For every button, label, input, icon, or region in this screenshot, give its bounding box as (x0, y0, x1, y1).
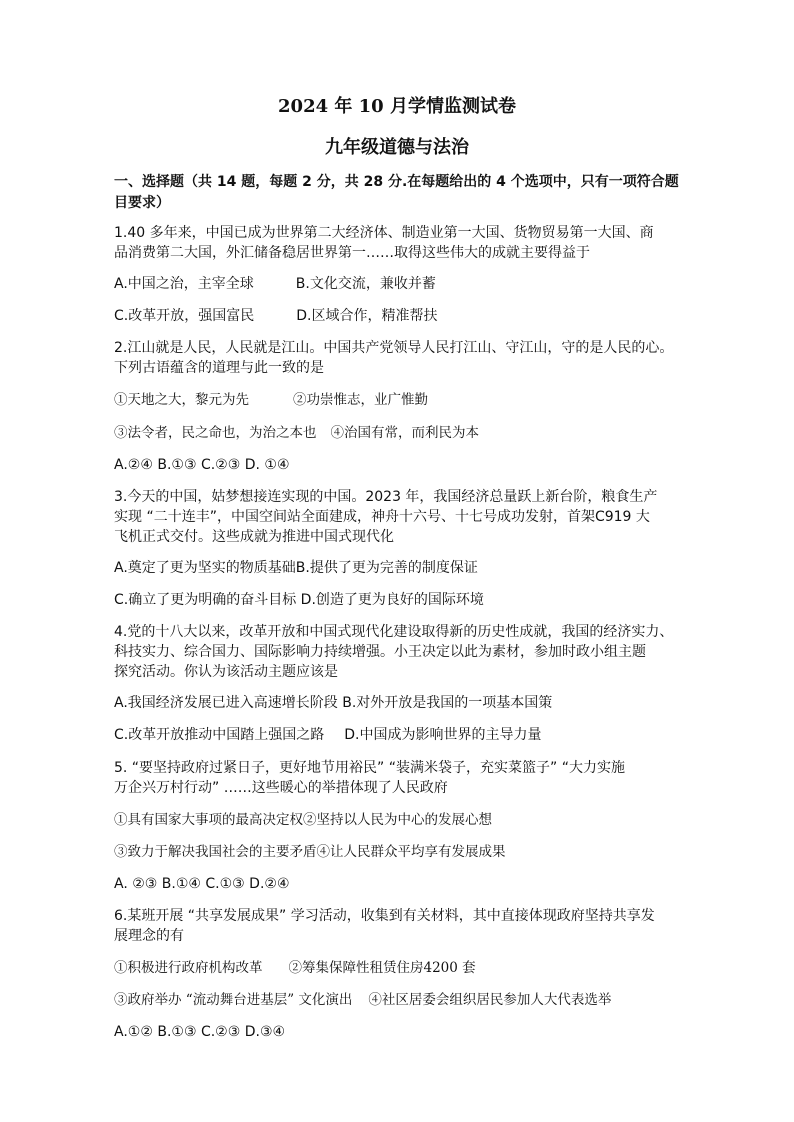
q2-stem-line1: 2.江山就是人民，人民就是江山。中国共产党领导人民打江山、守江山，守的是人民的心。 (114, 340, 674, 356)
q6-statement-2: ②筹集保障性租赁住房4200 套 (288, 960, 476, 976)
q6-statement-3: ③政府举办 “流动舞台进基层” 文化演出 (114, 992, 353, 1008)
q2-options: A.②④ B.①③ C.②③ D. ①④ (114, 457, 290, 473)
exam-title: 2024 年 10 月学情监测试卷 (278, 96, 516, 117)
section-instruction-line1: 一、选择题（共 14 题，每题 2 分，共 28 分.在每题给出的 4 个选项中，只有一项符合题 (114, 174, 679, 190)
q5-stem-line1: 5. “要坚持政府过紧日子，更好地节用裕民” “装满米袋子，充实菜篮子” “大力实施 (114, 760, 625, 776)
q2-statement-1: ①天地之大，黎元为先 (114, 392, 249, 408)
q3-options-cd: C.确立了更为明确的奋斗目标 D.创造了更为良好的国际环境 (114, 592, 484, 608)
q6-statement-1: ①积极进行政府机构改革 (114, 960, 263, 976)
q3-stem-line3: 飞机正式交付。这些成就为推进中国式现代化 (114, 529, 394, 545)
q6-statement-4: ④社区居委会组织居民参加人大代表选举 (368, 992, 612, 1008)
q1-option-c: C.改革开放，强国富民 (114, 308, 255, 324)
q3-stem-line2: 实现 “二十连丰”，中国空间站全面建成，神舟十六号、十七号成功发射，首架C919 大 (114, 509, 650, 525)
q4-options-ab: A.我国经济发展已进入高速增长阶段 B.对外开放是我国的一项基本国策 (114, 695, 553, 711)
exam-subject: 九年级道德与法治 (325, 137, 469, 158)
q4-options-cd (114, 725, 541, 745)
q2-statement-4: ④治国有常，而利民为本 (330, 425, 479, 441)
q1-option-a: A.中国之治，主宰全球 (114, 276, 254, 292)
q2-statement-3: ③法令者，民之命也，为治之本也 (114, 425, 317, 441)
q5-statements-34: ③致力于解决我国社会的主要矛盾④让人民群众平均享有发展成果 (114, 844, 506, 860)
q6-stem-line2: 展理念的有 (114, 928, 184, 944)
q5-stem-line2: 万企兴万村行动” ……这些暖心的举措体现了人民政府 (114, 780, 448, 796)
q2-statements-34 (114, 423, 479, 443)
q2-statement-2: ②功崇惟志，业广惟勤 (293, 392, 428, 408)
q1-stem-line1: 1.40 多年来，中国已成为世界第二大经济体、制造业第一大国、货物贸易第一大国、商 (114, 225, 654, 241)
q6-options: A.①② B.①③ C.②③ D.③④ (114, 1024, 286, 1040)
q1-option-b: B.文化交流，兼收并蓄 (295, 276, 436, 292)
q2-statements-12 (114, 390, 428, 410)
q4-option-d: D.中国成为影响世界的主导力量 (344, 727, 542, 743)
q6-stem-line1: 6.某班开展 “共享发展成果” 学习活动，收集到有关材料，其中直接体现政府坚持共享发 (114, 908, 655, 924)
q5-options: A. ②③ B.①④ C.①③ D.②④ (114, 876, 290, 892)
q3-options-ab: A.奠定了更为坚实的物质基础B.提供了更为完善的制度保证 (114, 560, 478, 576)
q2-stem-line2: 下列古语蕴含的道理与此一致的是 (114, 360, 324, 376)
q4-stem-line3: 探究活动。你认为该活动主题应该是 (114, 664, 338, 680)
q4-stem-line2: 科技实力、综合国力、国际影响力持续增强。小王决定以此为素材，参加时政小组主题 (114, 644, 646, 660)
q1-stem-line2: 品消费第二大国，外汇储备稳居世界第一……取得这些伟大的成就主要得益于 (114, 245, 590, 261)
section-instruction-line2: 目要求） (114, 195, 170, 211)
q1-options-cd (114, 306, 437, 326)
q1-options-ab (114, 274, 436, 294)
q6-statements-34 (114, 990, 611, 1010)
q4-stem-line1: 4.党的十八大以来，改革开放和中国式现代化建设取得新的历史性成就，我国的经济实力、 (114, 624, 674, 640)
q4-option-c: C.改革开放推动中国踏上强国之路 (114, 727, 325, 743)
q3-stem-line1: 3.今天的中国，姑梦想接连实现的中国。2023 年，我国经济总量跃上新台阶，粮食生产 (114, 489, 658, 505)
q6-statements-12 (114, 958, 476, 978)
q5-statements-12: ①具有国家大事项的最高决定权②坚持以人民为中心的发展心想 (114, 812, 492, 828)
q1-option-d: D.区域合作，精准帮扶 (296, 308, 438, 324)
